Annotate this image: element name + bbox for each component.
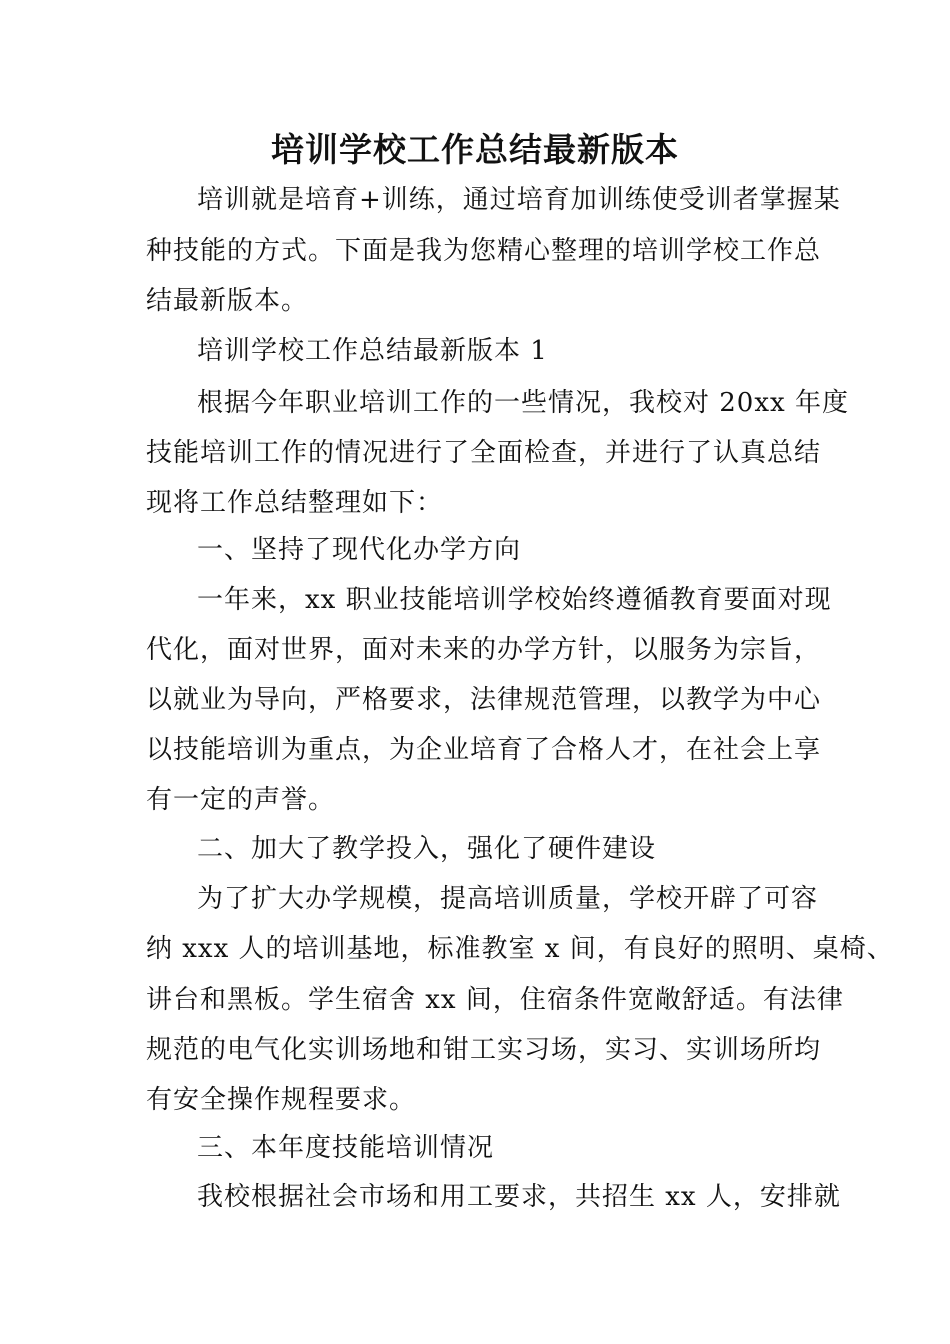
paragraph-line: 以技能培训为重点，为企业培育了合格人才，在社会上享: [146, 735, 822, 765]
section-heading: 培训学校工作总结最新版本 1: [197, 336, 548, 366]
section-heading: 三、本年度技能培训情况: [197, 1133, 495, 1163]
section-heading: 二、加大了教学投入，强化了硬件建设: [197, 834, 657, 864]
paragraph-line: 以就业为导向，严格要求，法律规范管理，以教学为中心: [146, 685, 822, 715]
paragraph-line: 技能培训工作的情况进行了全面检查，并进行了认真总结: [146, 438, 822, 468]
paragraph-line: 现将工作总结整理如下：: [146, 488, 444, 518]
section-heading: 一、坚持了现代化办学方向: [197, 535, 522, 565]
paragraph-line: 有安全操作规程要求。: [146, 1085, 417, 1115]
paragraph-line: 有一定的声誉。: [146, 785, 336, 815]
paragraph-line: 代化，面对世界，面对未来的办学方针，以服务为宗旨，: [146, 635, 822, 665]
paragraph-line: 为了扩大办学规模，提高培训质量，学校开辟了可容: [197, 884, 819, 914]
paragraph-line: 根据今年职业培训工作的一些情况，我校对 20xx 年度: [197, 388, 849, 418]
paragraph-line: 种技能的方式。下面是我为您精心整理的培训学校工作总: [146, 236, 822, 266]
paragraph-line: 讲台和黑板。学生宿舍 xx 间，住宿条件宽敞舒适。有法律: [146, 985, 844, 1015]
paragraph-line: 培训就是培育+训练，通过培育加训练使受训者掌握某: [197, 185, 841, 215]
paragraph-line: 纳 xxx 人的培训基地，标准教室 x 间，有良好的照明、桌椅、: [146, 934, 894, 964]
paragraph-line: 我校根据社会市场和用工要求，共招生 xx 人，安排就: [197, 1182, 841, 1212]
document-title: 培训学校工作总结最新版本: [271, 130, 679, 169]
paragraph-line: 结最新版本。: [146, 286, 309, 316]
paragraph-line: 规范的电气化实训场地和钳工实习场，实习、实训场所均: [146, 1035, 822, 1065]
paragraph-line: 一年来，xx 职业技能培训学校始终遵循教育要面对现: [197, 585, 832, 615]
